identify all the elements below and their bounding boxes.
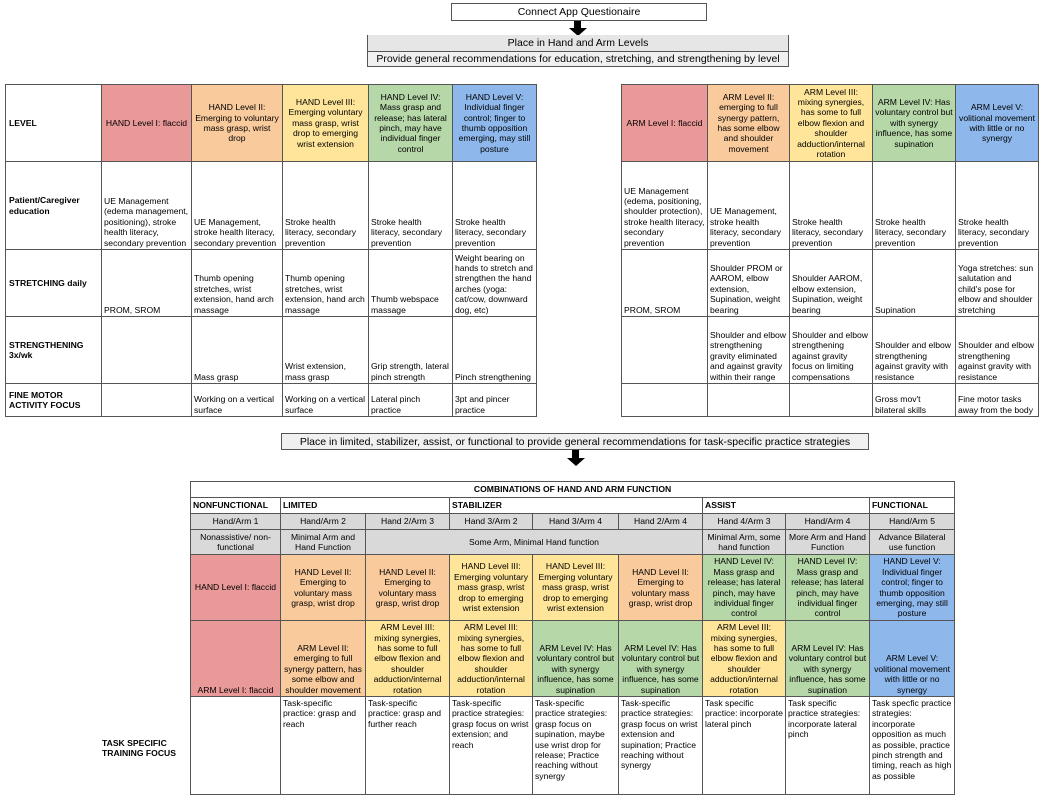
hand-combo-cell: HAND Level II: Emerging to voluntary mass grasp, wrist drop [366, 555, 450, 621]
arm-combo-cell: ARM Level III: mixing synergies, has some to full elbow flexion and shoulder adduction/internal rotation [450, 621, 533, 697]
combinations-table [190, 481, 955, 795]
pair-label: Hand 2/Arm 4 [619, 514, 703, 530]
cell: Stroke health literacy, secondary prevention [873, 162, 956, 250]
description-row [191, 530, 955, 555]
cell: PROM, SROM [102, 250, 192, 317]
hand-levels-table [5, 84, 537, 417]
cell [708, 384, 790, 417]
cell: Thumb opening stretches, wrist extension, hand arch massage [283, 250, 369, 317]
arm-combo-cell: ARM Level IV: Has voluntary control but with synergy influence, has some supination [619, 621, 703, 697]
arm-level-1: ARM Level I: flaccid [622, 85, 708, 162]
cell: Yoga stretches: sun salutation and child's pose for elbow and shoulder stretching [956, 250, 1039, 317]
hand-level-4: HAND Level IV: Mass grasp and release; has lateral pinch, may have individual finger control [369, 85, 453, 162]
task-cell: Task-specific practice strategies: grasp focus on supination, maybe use wrist drop for release; Practice reaching without synergy [533, 697, 619, 795]
category-functional: FUNCTIONAL [870, 498, 955, 514]
function-placement-box: Place in limited, stabilizer, assist, or functional to provide general recommendations for task-specific practice strategies [281, 433, 869, 450]
arm-combo-cell: ARM Level III: mixing synergies, has some to full elbow flexion and shoulder adduction/internal rotation [366, 621, 450, 697]
hand-combo-cell: HAND Level III: Emerging voluntary mass grasp, wrist drop to emerging wrist extension [533, 555, 619, 621]
cell: Thumb opening stretches, wrist extension, hand arch massage [192, 250, 283, 317]
arm-combo-cell: ARM Level III: mixing synergies, has some to full elbow flexion and shoulder adduction/internal rotation [703, 621, 786, 697]
task-cell: Task-specific practice: grasp and further reach [366, 697, 450, 795]
cell: UE Management, stroke health literacy, secondary prevention [708, 162, 790, 250]
strengthening-row [6, 317, 537, 384]
description: Some Arm, Minimal Hand function [366, 530, 703, 555]
hand-combo-cell: HAND Level IV: Mass grasp and release; has lateral pinch, may have individual finger control [703, 555, 786, 621]
cell: Wrist extension, mass grasp [283, 317, 369, 384]
arm-levels-table [621, 84, 1039, 417]
arm-level-2: ARM Level II: emerging to full synergy pattern, has some elbow and shoulder movement [708, 85, 790, 162]
cell: UE Management, stroke health literacy, secondary prevention [192, 162, 283, 250]
cell: Lateral pinch practice [369, 384, 453, 417]
pair-label: Hand 3/Arm 2 [450, 514, 533, 530]
pair-label: Hand/Arm 4 [786, 514, 870, 530]
cell: PROM, SROM [622, 250, 708, 317]
category-row [191, 498, 955, 514]
cell: Working on a vertical surface [283, 384, 369, 417]
row-label: Patient/Caregiver education [6, 162, 102, 250]
cell: Fine motor tasks away from the body [956, 384, 1039, 417]
pair-label: Hand 3/Arm 4 [533, 514, 619, 530]
place-levels-text: Place in Hand and Arm Levels [368, 35, 788, 52]
cell: 3pt and pincer practice [453, 384, 537, 417]
row-label: FINE MOTOR ACTIVITY FOCUS [6, 384, 102, 417]
pair-label: Hand/Arm 1 [191, 514, 281, 530]
cell: Stroke health literacy, secondary prevention [956, 162, 1039, 250]
cell: Mass grasp [192, 317, 283, 384]
task-cell: Task-specific practice strategies: grasp focus on wrist extension; and reach [450, 697, 533, 795]
cell: Shoulder and elbow strengthening gravity eliminated and against gravity within their range [708, 317, 790, 384]
cell [102, 384, 192, 417]
combinations-title: COMBINATIONS OF HAND AND ARM FUNCTION [191, 482, 955, 498]
cell: Working on a vertical surface [192, 384, 283, 417]
arm-combo-cell: ARM Level II: emerging to full synergy pattern, has some elbow and shoulder movement [281, 621, 366, 697]
cell: UE Management (edema management, positioning), stroke health literacy, secondary prevention [102, 162, 192, 250]
hand-combo-cell: HAND Level V: Individual finger control; finger to thumb opposition emerging, may still posture [870, 555, 955, 621]
cell [622, 317, 708, 384]
pair-label: Hand/Arm 5 [870, 514, 955, 530]
level-row [6, 85, 537, 162]
cell: UE Management (edema, positioning, shoulder protection), stroke health literacy, secondary prevention [622, 162, 708, 250]
pair-row [191, 514, 955, 530]
description: More Arm and Hand Function [786, 530, 870, 555]
finemotor-row [622, 384, 1039, 417]
arm-combo-row [191, 621, 955, 697]
hand-combo-cell: HAND Level I: flaccid [191, 555, 281, 621]
category-nonfunctional: NONFUNCTIONAL [191, 498, 281, 514]
arm-combo-cell: ARM Level I: flaccid [191, 621, 281, 697]
cell [102, 317, 192, 384]
arm-level-3: ARM Level III: mixing synergies, has some to full elbow flexion and shoulder adduction/internal rotation [790, 85, 873, 162]
cell: Shoulder AAROM, elbow extension, Supination, weight bearing [790, 250, 873, 317]
hand-combo-cell: HAND Level IV: Mass grasp and release; has lateral pinch, may have individual finger control [786, 555, 870, 621]
questionnaire-title: Connect App Questionaire [451, 3, 707, 21]
task-cell: Task-specific practice strategies: grasp focus on wrist extension and supination; Practice reaching without synergy [619, 697, 703, 795]
row-label: STRENGTHENING 3x/wk [6, 317, 102, 384]
hand-combo-row [191, 555, 955, 621]
arm-combo-cell: ARM Level IV: Has voluntary control but with synergy influence, has some supination [533, 621, 619, 697]
cell [622, 384, 708, 417]
cell: Gross mov't bilateral skills [873, 384, 956, 417]
cell: Grip strength, lateral pinch strength [369, 317, 453, 384]
cell: Shoulder and elbow strengthening against gravity with resistance [873, 317, 956, 384]
level-row [622, 85, 1039, 162]
category-limited: LIMITED [281, 498, 450, 514]
category-assist: ASSIST [703, 498, 870, 514]
arm-combo-cell: ARM Level IV: Has voluntary control but with synergy influence, has some supination [786, 621, 870, 697]
cell: Stroke health literacy, secondary prevention [453, 162, 537, 250]
description: Nonassistive/ non-functional [191, 530, 281, 555]
level-placement-box [367, 35, 789, 67]
task-row [191, 697, 955, 795]
arm-level-4: ARM Level IV: Has voluntary control but with synergy influence, has some supination [873, 85, 956, 162]
pair-label: Hand 2/Arm 3 [366, 514, 450, 530]
education-row [6, 162, 537, 250]
task-cell: Task-specific practice: grasp and reach [281, 697, 366, 795]
hand-level-5: HAND Level V: Individual finger control; finger to thumb opposition emerging, may still posture [453, 85, 537, 162]
task-cell: Task specfic practice strategies: incorporate opposition as much as possible, practice pinch strength and timing, reach as high as possible [870, 697, 955, 795]
pair-label: Hand/Arm 2 [281, 514, 366, 530]
cell: Pinch strengthening [453, 317, 537, 384]
education-row [622, 162, 1039, 250]
cell: Stroke health literacy, secondary prevention [283, 162, 369, 250]
cell: Stroke health literacy, secondary prevention [369, 162, 453, 250]
recommendations-text: Provide general recommendations for education, stretching, and strengthening by level [376, 53, 780, 65]
stretching-row [622, 250, 1039, 317]
hand-combo-cell: HAND Level III: Emerging voluntary mass grasp, wrist drop to emerging wrist extension [450, 555, 533, 621]
cell: Shoulder and elbow strengthening against gravity focus on limiting compensations [790, 317, 873, 384]
cell: Thumb webspace massage [369, 250, 453, 317]
hand-combo-cell: HAND Level II: Emerging to voluntary mass grasp, wrist drop [281, 555, 366, 621]
description: Minimal Arm and Hand Function [281, 530, 366, 555]
cell: Shoulder PROM or AAROM, elbow extension, Supination, weight bearing [708, 250, 790, 317]
hand-level-3: HAND Level III: Emerging voluntary mass grasp, wrist drop to emerging wrist extension [283, 85, 369, 162]
cell: Shoulder and elbow strengthening against gravity with resistance [956, 317, 1039, 384]
description: Advance Bilateral use function [870, 530, 955, 555]
cell: Stroke health literacy, secondary prevention [790, 162, 873, 250]
hand-combo-cell: HAND Level II: Emerging to voluntary mass grasp, wrist drop [619, 555, 703, 621]
stretching-row [6, 250, 537, 317]
row-label: STRETCHING daily [6, 250, 102, 317]
arm-level-5: ARM Level V: volitional movement with little or no synergy [956, 85, 1039, 162]
finemotor-row [6, 384, 537, 417]
arm-combo-cell: ARM Level V: volitional movement with little or no synergy [870, 621, 955, 697]
strengthening-row [622, 317, 1039, 384]
task-cell: Task specific practice strategies: incorporate lateral pinch [786, 697, 870, 795]
hand-level-2: HAND Level II: Emerging to voluntary mass grasp, wrist drop [192, 85, 283, 162]
hand-level-1: HAND Level I: flaccid [102, 85, 192, 162]
row-label: LEVEL [6, 85, 102, 162]
description: Minimal Arm, some hand function [703, 530, 786, 555]
category-stabilizer: STABILIZER [450, 498, 703, 514]
down-arrow-icon [566, 450, 586, 467]
cell: Supination [873, 250, 956, 317]
cell: Weight bearing on hands to stretch and strengthen the hand arches (yoga: cat/cow, downward dog, etc) [453, 250, 537, 317]
task-cell [191, 697, 281, 795]
cell [790, 384, 873, 417]
task-cell: Task specific practice: incorporate lateral pinch [703, 697, 786, 795]
pair-label: Hand 4/Arm 3 [703, 514, 786, 530]
task-focus-label: TASK SPECIFIC TRAINING FOCUS [102, 738, 176, 759]
